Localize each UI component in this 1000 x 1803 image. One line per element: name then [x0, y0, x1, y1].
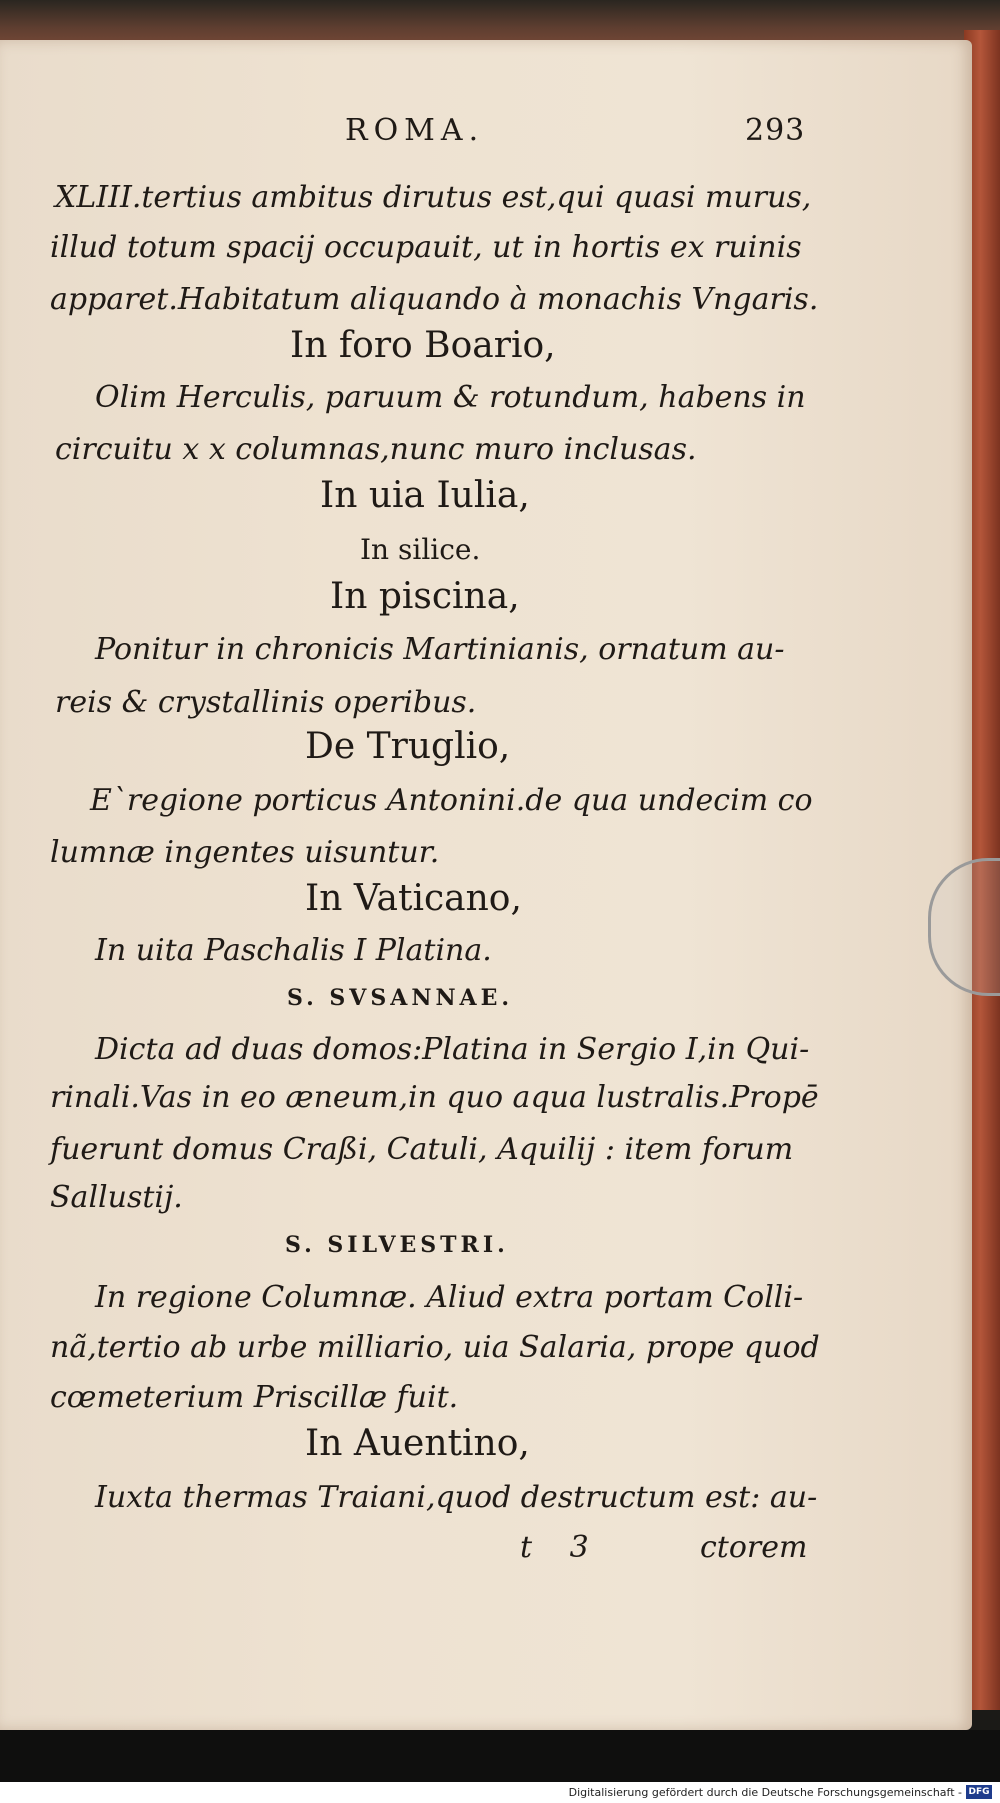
section-heading: In foro Boario,: [290, 325, 556, 366]
text-line: cœmeterium Priscillæ fuit.: [50, 1380, 459, 1415]
text-line: Dicta ad duas domos:Platina in Sergio I,in Qui-: [95, 1032, 810, 1067]
text-line: E`regione porticus Antonini.de qua undecim co: [90, 783, 813, 818]
text-line: In silice.: [360, 533, 481, 566]
saint-heading: S. SVSANNAE.: [287, 985, 514, 1011]
section-heading: In piscina,: [330, 576, 520, 617]
section-heading: In uia Iulia,: [320, 475, 530, 516]
section-heading: In Vaticano,: [305, 878, 522, 919]
section-heading: De Truglio,: [305, 726, 511, 767]
text-line: fuerunt domus Craßi, Catuli, Aquilij : item forum: [50, 1132, 794, 1167]
text-line: lumnæ ingentes uisuntur.: [50, 835, 440, 870]
text-line: In uita Paschalis I Platina.: [95, 933, 492, 968]
catchword: ctorem: [700, 1530, 808, 1565]
text-line: circuitu x x columnas,nunc muro inclusas.: [55, 432, 697, 467]
digitization-footer: [0, 1782, 1000, 1803]
text-line: illud totum spacij occupauit, ut in hortis ex ruinis: [50, 230, 802, 265]
text-line: rinali.Vas in eo æneum,in quo aqua lustralis.Propē: [50, 1080, 819, 1115]
text-line: reis & crystallinis operibus.: [55, 685, 477, 720]
page-number: 293: [745, 113, 806, 148]
text-line: Sallustij.: [50, 1180, 183, 1215]
text-line: In regione Columnæ. Aliud extra portam Colli-: [95, 1280, 804, 1315]
section-heading: In Auentino,: [305, 1423, 530, 1464]
text-line: Olim Herculis, paruum & rotundum, habens in: [95, 380, 806, 415]
text-line: Ponitur in chronicis Martinianis, ornatum au-: [95, 632, 785, 667]
text-line: apparet.Habitatum aliquando à monachis Vngaris.: [50, 282, 819, 317]
dfg-logo: DFG: [966, 1785, 992, 1799]
footer-credit: Digitalisierung gefördert durch die Deutsche Forschungsgemeinschaft -: [568, 1786, 962, 1799]
text-line: Iuxta thermas Traiani,quod destructum est: au-: [95, 1480, 818, 1515]
text-line: nã,tertio ab urbe milliario, uia Salaria, prope quod: [50, 1330, 820, 1365]
running-title: ROMA.: [345, 113, 485, 148]
text-line: XLIII.tertius ambitus dirutus est,qui quasi murus,: [55, 180, 812, 215]
saint-heading: S. SILVESTRI.: [285, 1232, 509, 1258]
book-page: [0, 40, 972, 1730]
signature-mark: t 3: [520, 1530, 603, 1565]
